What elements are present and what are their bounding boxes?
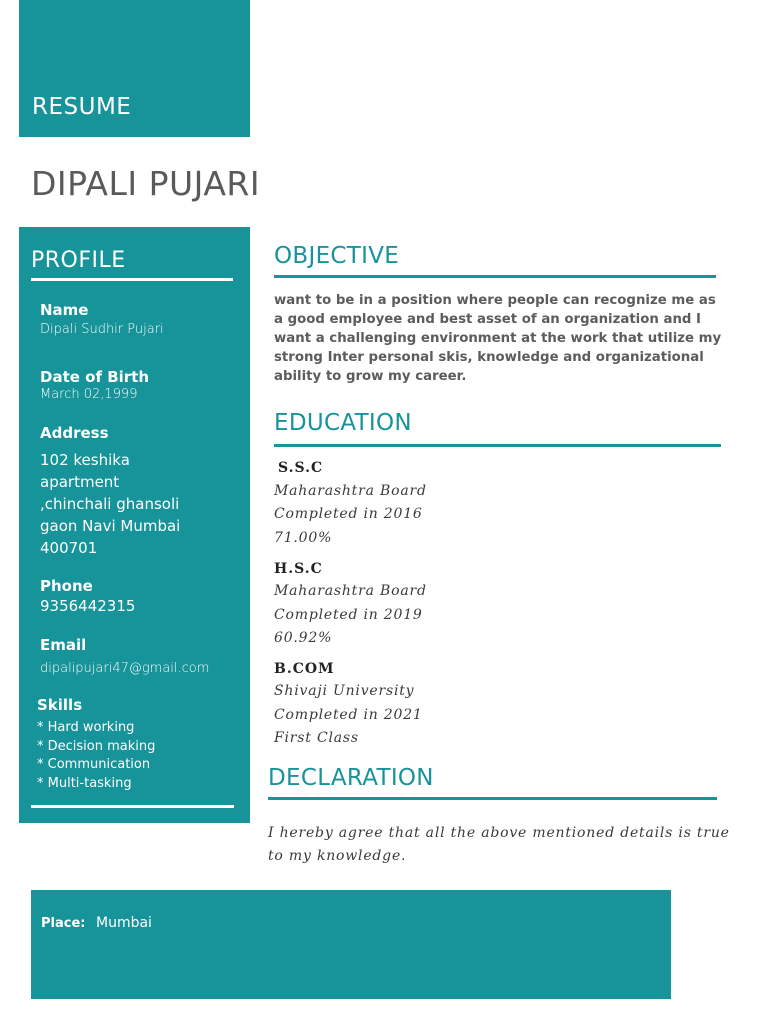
- education-divider: [274, 444, 721, 447]
- email-value: dipalipujari47@gmail.com: [40, 661, 210, 676]
- dob-label: Date of Birth: [40, 368, 150, 386]
- profile-sidebar: [19, 227, 250, 823]
- email-label: Email: [40, 636, 87, 654]
- profile-title: PROFILE: [31, 248, 126, 273]
- dob-value: March 02,1999: [40, 387, 138, 402]
- skill-item: * Communication: [37, 757, 151, 772]
- skill-item: * Multi-tasking: [37, 776, 132, 791]
- resume-header-block: [19, 0, 250, 137]
- education-result: 71.00%: [274, 530, 333, 546]
- name-label: Name: [40, 301, 89, 319]
- address-value: [40, 449, 215, 559]
- resume-label: RESUME: [32, 94, 132, 120]
- education-degree: B.COM: [274, 661, 335, 677]
- address-line: 400701: [40, 539, 98, 557]
- name-value: Dipali Sudhir Pujari: [40, 322, 164, 337]
- place-label: Place:: [41, 916, 86, 931]
- education-completed: Completed in 2016: [274, 506, 423, 522]
- education-title: EDUCATION: [274, 410, 412, 436]
- phone-label: Phone: [40, 577, 93, 595]
- education-completed: Completed in 2021: [274, 707, 423, 723]
- address-line: 102 keshika: [40, 451, 130, 469]
- address-line: ,chinchali ghansoli: [40, 495, 180, 513]
- skill-item: * Decision making: [37, 739, 156, 754]
- education-board: Shivaji University: [274, 683, 415, 699]
- address-line: gaon Navi Mumbai: [40, 517, 181, 535]
- profile-divider: [31, 278, 233, 281]
- objective-divider: [274, 275, 716, 278]
- education-completed: Completed in 2019: [274, 607, 423, 623]
- declaration-divider: [268, 797, 717, 800]
- education-degree: H.S.C: [274, 561, 323, 577]
- objective-title: OBJECTIVE: [274, 243, 400, 269]
- address-line: apartment: [40, 473, 120, 491]
- education-result: 60.92%: [274, 630, 333, 646]
- phone-value: 9356442315: [40, 597, 136, 615]
- declaration-text: I hereby agree that all the above mentioned details is true to my knowledge.: [268, 825, 730, 864]
- candidate-name-title: DIPALI PUJARI: [31, 164, 261, 203]
- skills-label: Skills: [37, 696, 83, 714]
- address-label: Address: [40, 424, 109, 442]
- place-value: Mumbai: [96, 915, 152, 931]
- objective-text: want to be in a position where people can recognize me as a good employee and best asset of an organization and I want a challenging environment at the work that utilize my strong Inter personal skis, knowledge and organizational ability to grow my career.: [274, 293, 722, 384]
- education-result: First Class: [274, 730, 359, 746]
- skill-item: * Hard working: [37, 720, 135, 735]
- education-board: Maharashtra Board: [274, 483, 427, 499]
- sidebar-bottom-divider: [31, 805, 234, 808]
- education-degree: S.S.C: [278, 460, 324, 476]
- declaration-title: DECLARATION: [268, 765, 434, 791]
- footer-block: [31, 890, 671, 999]
- education-board: Maharashtra Board: [274, 583, 427, 599]
